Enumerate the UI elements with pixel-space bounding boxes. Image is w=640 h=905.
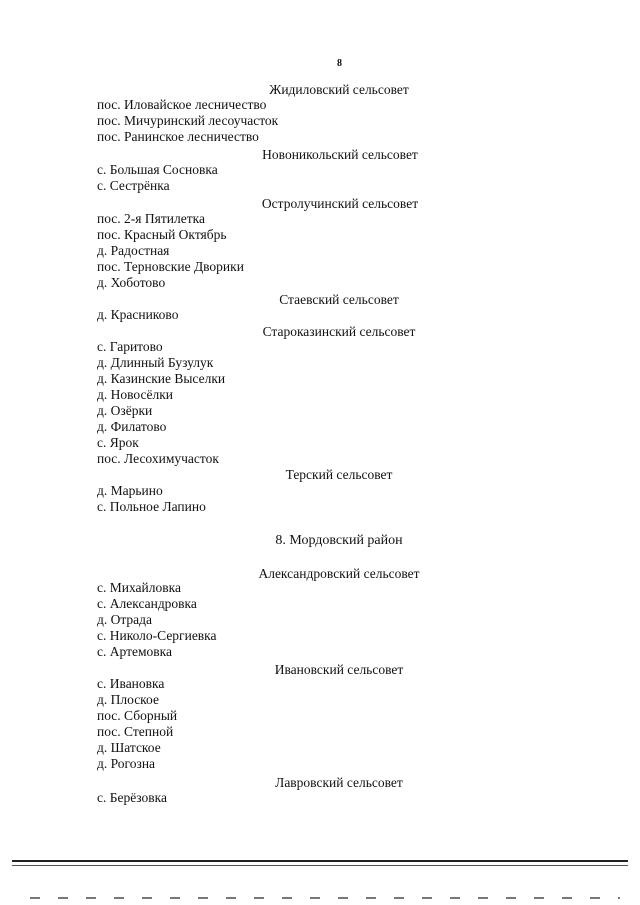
council-heading: Александровский сельсовет — [258, 566, 420, 581]
settlement-item: д. Длинный Бузулук — [97, 355, 214, 370]
council-heading: Жидиловский сельсовет — [269, 82, 409, 97]
settlement-item: пос. Лесохимучасток — [97, 451, 219, 466]
settlement-item: пос. Красный Октябрь — [97, 227, 227, 242]
settlement-item: д. Хоботово — [97, 275, 166, 290]
settlement-item: д. Озёрки — [97, 403, 153, 418]
settlement-item: пос. Степной — [97, 724, 174, 739]
settlement-item: д. Красниково — [97, 307, 179, 322]
settlement-item: пос. 2-я Пятилетка — [97, 211, 205, 226]
settlement-item: с. Николо-Сергиевка — [97, 628, 217, 643]
district-title: 8. Мордовский район — [275, 533, 403, 548]
settlement-item: с. Гаритово — [97, 339, 163, 354]
footer-rule — [12, 860, 628, 862]
settlement-item: пос. Ранинское лесничество — [97, 129, 259, 144]
settlement-item: д. Радостная — [97, 243, 170, 258]
settlement-item: д. Казинские Выселки — [97, 371, 226, 386]
settlement-item: пос. Мичуринский лесоучасток — [97, 113, 279, 128]
settlement-item: с. Берёзовка — [97, 790, 167, 805]
council-heading: Новоникольский сельсовет — [262, 147, 418, 162]
settlement-item: с. Ивановка — [97, 676, 165, 691]
council-heading: Староказинский сельсовет — [262, 324, 416, 339]
settlement-item: д. Новосёлки — [97, 387, 173, 402]
council-heading: Стаевский сельсовет — [279, 292, 399, 307]
settlement-item: с. Сестрёнка — [97, 178, 170, 193]
settlement-item: д. Марьино — [97, 483, 163, 498]
settlement-item: с. Ярок — [97, 435, 139, 450]
settlement-item: пос. Иловайское лесничество — [97, 97, 267, 112]
settlement-item: д. Шатское — [97, 740, 161, 755]
settlement-item: с. Михайловка — [97, 580, 181, 595]
settlement-item: пос. Терновские Дворики — [97, 259, 244, 274]
settlement-item: с. Большая Сосновка — [97, 162, 218, 177]
page-number: 8 — [337, 58, 342, 69]
council-heading: Лавровский сельсовет — [275, 775, 403, 790]
council-heading: Терский сельсовет — [285, 467, 393, 482]
council-heading: Ивановский сельсовет — [274, 662, 404, 677]
settlement-item: д. Филатово — [97, 419, 167, 434]
settlement-item: с. Александровка — [97, 596, 197, 611]
settlement-item: д. Плоское — [97, 692, 159, 707]
scan-edge-marks — [30, 897, 620, 899]
settlement-item: с. Польное Лапино — [97, 499, 206, 514]
settlement-item: пос. Сборный — [97, 708, 178, 723]
council-heading: Остролучинский сельсовет — [261, 196, 419, 211]
settlement-item: д. Отрада — [97, 612, 153, 627]
settlement-item: д. Рогозна — [97, 756, 156, 771]
settlement-item: с. Артемовка — [97, 644, 172, 659]
footer-rule-thin — [12, 865, 628, 866]
